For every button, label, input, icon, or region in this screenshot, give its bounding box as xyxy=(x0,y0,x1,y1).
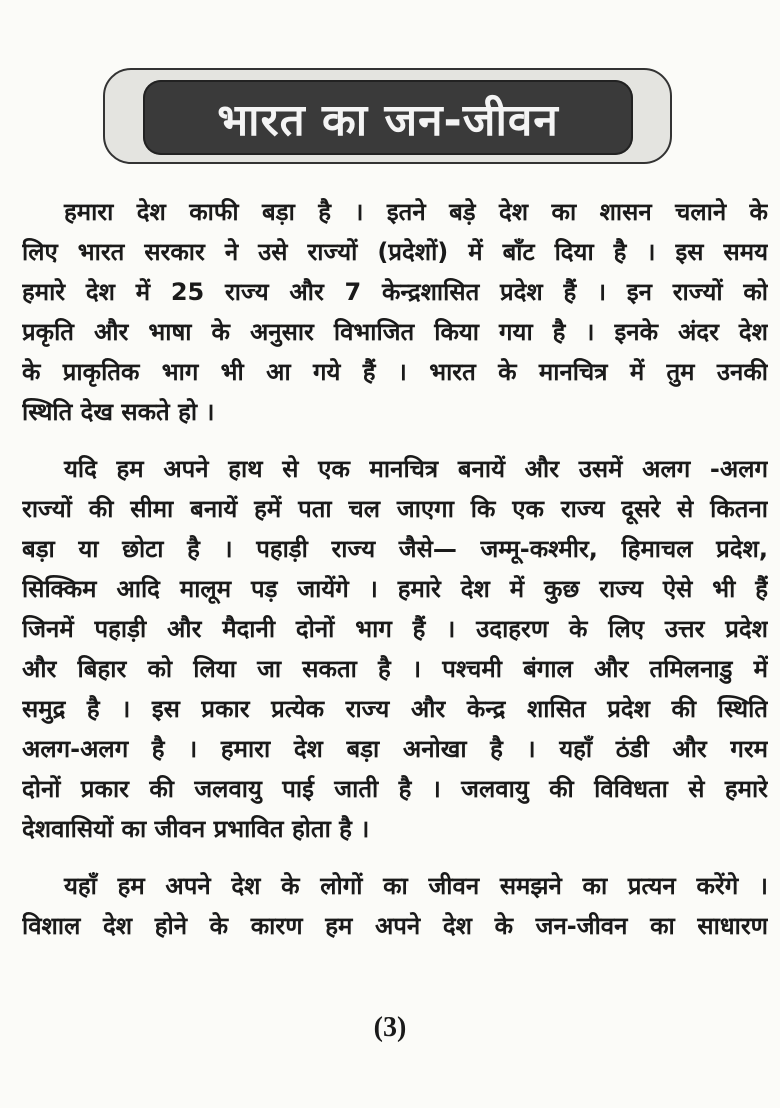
paragraph xyxy=(22,449,768,849)
text-line: और बिहार को लिया जा सकता है । पश्चमी बंगाल और तमिलनाडु में xyxy=(22,655,768,683)
text-line: सिक्किम आदि मालूम पड़ जायेंगे । हमारे देश में कुछ राज्य ऐसे भी हैं xyxy=(22,575,768,603)
text-line: समुद्र है । इस प्रकार प्रत्येक राज्य और केन्द्र शासित प्रदेश की स्थिति xyxy=(22,695,768,723)
text-line: प्रकृति और भाषा के अनुसार विभाजित किया गया है । इनके अंदर देश xyxy=(22,318,768,346)
text-line: देशवासियों का जीवन प्रभावित होता है । xyxy=(22,815,370,843)
text-line: हमारे देश में 25 राज्य और 7 केन्द्रशासित प्रदेश हैं । इन राज्यों को xyxy=(22,278,768,306)
paragraph xyxy=(22,866,768,946)
body-text xyxy=(22,192,768,963)
text-line: राज्यों की सीमा बनायें हमें पता चल जाएगा कि एक राज्य दूसरे से कितना xyxy=(22,495,768,523)
text-line: यदि हम अपने हाथ से एक मानचित्र बनायें और उसमें अलग -अलग xyxy=(64,455,768,483)
text-line: जिनमें पहाड़ी और मैदानी दोनों भाग हैं । उदाहरण के लिए उत्तर प्रदेश xyxy=(22,615,768,643)
chapter-title-box xyxy=(143,80,633,155)
paragraph xyxy=(22,192,768,432)
text-line: लिए भारत सरकार ने उसे राज्यों (प्रदेशों) में बाँट दिया है । इस समय xyxy=(22,238,768,266)
text-line: यहाँ हम अपने देश के लोगों का जीवन समझने का प्रत्यन करेंगे । xyxy=(64,872,768,900)
page-number: (3) xyxy=(373,1012,407,1043)
text-line: स्थिति देख सकते हो । xyxy=(22,398,215,426)
text-line: बड़ा या छोटा है । पहाड़ी राज्य जैसे— जम्मू-कश्मीर, हिमाचल प्रदेश, xyxy=(22,535,768,563)
text-line: अलग-अलग है । हमारा देश बड़ा अनोखा है । यहाँ ठंडी और गरम xyxy=(22,735,768,763)
text-line: हमारा देश काफी बड़ा है । इतने बड़े देश का शासन चलाने के xyxy=(64,198,768,226)
chapter-title: भारत का जन-जीवन xyxy=(217,94,559,146)
text-line: विशाल देश होने के कारण हम अपने देश के जन-जीवन का साधारण xyxy=(22,912,768,940)
text-line: दोनों प्रकार की जलवायु पाई जाती है । जलवायु की विविधता से हमारे xyxy=(22,775,768,803)
text-line: के प्राकृतिक भाग भी आ गये हैं । भारत के मानचित्र में तुम उनकी xyxy=(22,358,768,386)
